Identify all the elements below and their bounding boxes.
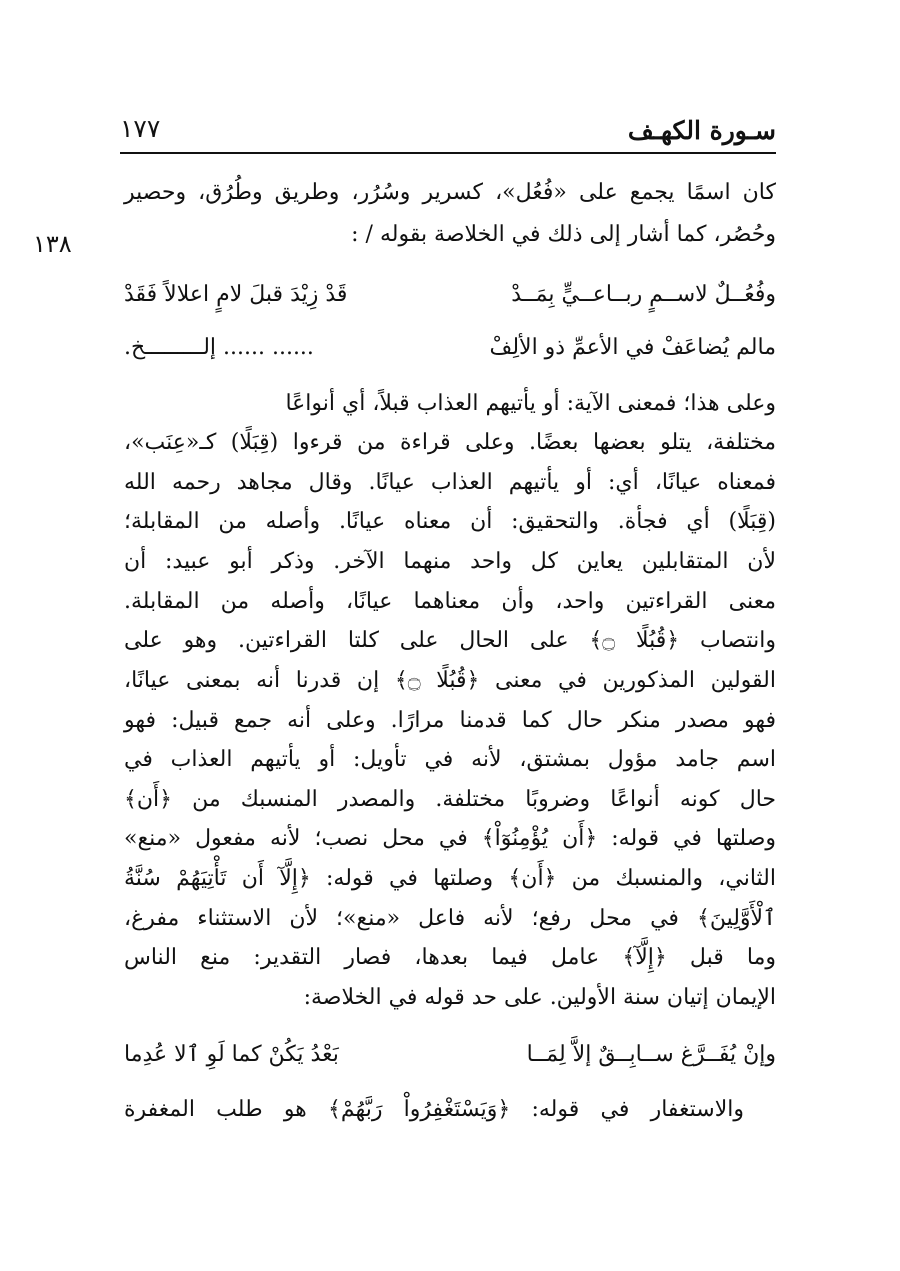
text-line: وما قبل ﴿إِلَّآ﴾ عامل فيما بعدها، فصار التقدير: منع الناس xyxy=(124,945,776,970)
text-line: والاستغفار في قوله: ﴿وَيَسْتَغْفِرُواْ رَبَّهُمْ﴾ هو طلب المغفرة xyxy=(124,1097,744,1122)
page-header xyxy=(120,110,776,154)
verse-second-hemistich: ...... ...... إلـــــــــخ. xyxy=(124,335,314,360)
text-line: (قِبَلًا) أي فجأة. والتحقيق: أن معناه عيانًا. وأصله من المقابلة؛ xyxy=(124,509,776,534)
text-line: وصلتها في قوله: ﴿أَن يُؤْمِنُوٓاْ﴾ في محل نصب؛ لأنه مفعول «منع» xyxy=(124,826,776,851)
text-line: كان اسمًا يجمع على «فُعُل»، كسرير وسُرُر، وطريق وطُرُق، وحصير xyxy=(124,180,776,205)
text-line: معنى القراءتين واحد، وأن معناهما عيانًا، وأصله من المقابلة. xyxy=(124,589,776,614)
text-line: حال كونه أنواعًا وضروبًا مختلفة. والمصدر المنسبك من ﴿أَن﴾ xyxy=(124,787,776,812)
text-line: وحُصُر، كما أشار إلى ذلك في الخلاصة بقوله / : xyxy=(351,222,776,247)
text-line: مختلفة، يتلو بعضها بعضًا. وعلى قراءة من قرءوا (قِبَلًا) كـ«عِنَب»، xyxy=(124,430,776,455)
page-number: ١٧٧ xyxy=(120,114,161,143)
verse-second-hemistich: قَدْ زِيْدَ قبلَ لامٍ اعلالاً فَقَدْ xyxy=(124,282,348,307)
margin-page-reference: ١٣٨ xyxy=(33,230,72,258)
surah-title: سـورة الكهـف xyxy=(627,116,776,145)
text-line: الإيمان إتيان سنة الأولين. على حد قوله في الخلاصة: xyxy=(303,985,776,1010)
text-line: القولين المذكورين في معنى ﴿قُبُلًا ۝﴾ إن قدرنا أنه بمعنى عيانًا، xyxy=(124,668,776,693)
text-line: وعلى هذا؛ فمعنى الآية: أو يأتيهم العذاب قبلاً، أي أنواعًا xyxy=(285,391,776,416)
verse-first-hemistich: وإنْ يُفَــرَّغ ســابِــقٌ إلاَّ لِمَــا xyxy=(526,1042,776,1067)
text-line: وانتصاب ﴿قُبُلًا ۝﴾ على الحال على كلتا القراءتين. وهو على xyxy=(124,628,776,653)
verse-first-hemistich: مالم يُضاعَفْ في الأعمِّ ذو الألِفْ xyxy=(489,335,776,360)
text-line: ٱلْأَوَّلِينَ﴾ في محل رفع؛ لأنه فاعل «منع»؛ لأن الاستثناء مفرغ، xyxy=(124,906,776,931)
text-line: الثاني، والمنسبك من ﴿أَن﴾ وصلتها في قوله: ﴿إِلَّآ أَن تَأْتِيَهُمْ سُنَّةُ xyxy=(124,866,776,891)
text-line: لأن المتقابلين يعاين كل واحد منهما الآخر. وذكر أبو عبيد: أن xyxy=(124,549,776,574)
text-line: اسم جامد مؤول بمشتق، لأنه في تأويل: أو يأتيهم العذاب في xyxy=(124,747,776,772)
verse-first-hemistich: وفُعُــلٌ لاســمٍ ربــاعــيٍّ بِمَــدْ xyxy=(511,282,776,307)
verse-second-hemistich: بَعْدُ يَكُنْ كما لَوِ ٱلا عُدِما xyxy=(124,1042,339,1067)
text-line: فهو مصدر منكر حال كما قدمنا مرارًا. وعلى أنه جمع قبيل: فهو xyxy=(124,708,776,733)
text-line: فمعناه عيانًا، أي: أو يأتيهم العذاب عيانًا. وقال مجاهد رحمه الله xyxy=(124,470,776,495)
